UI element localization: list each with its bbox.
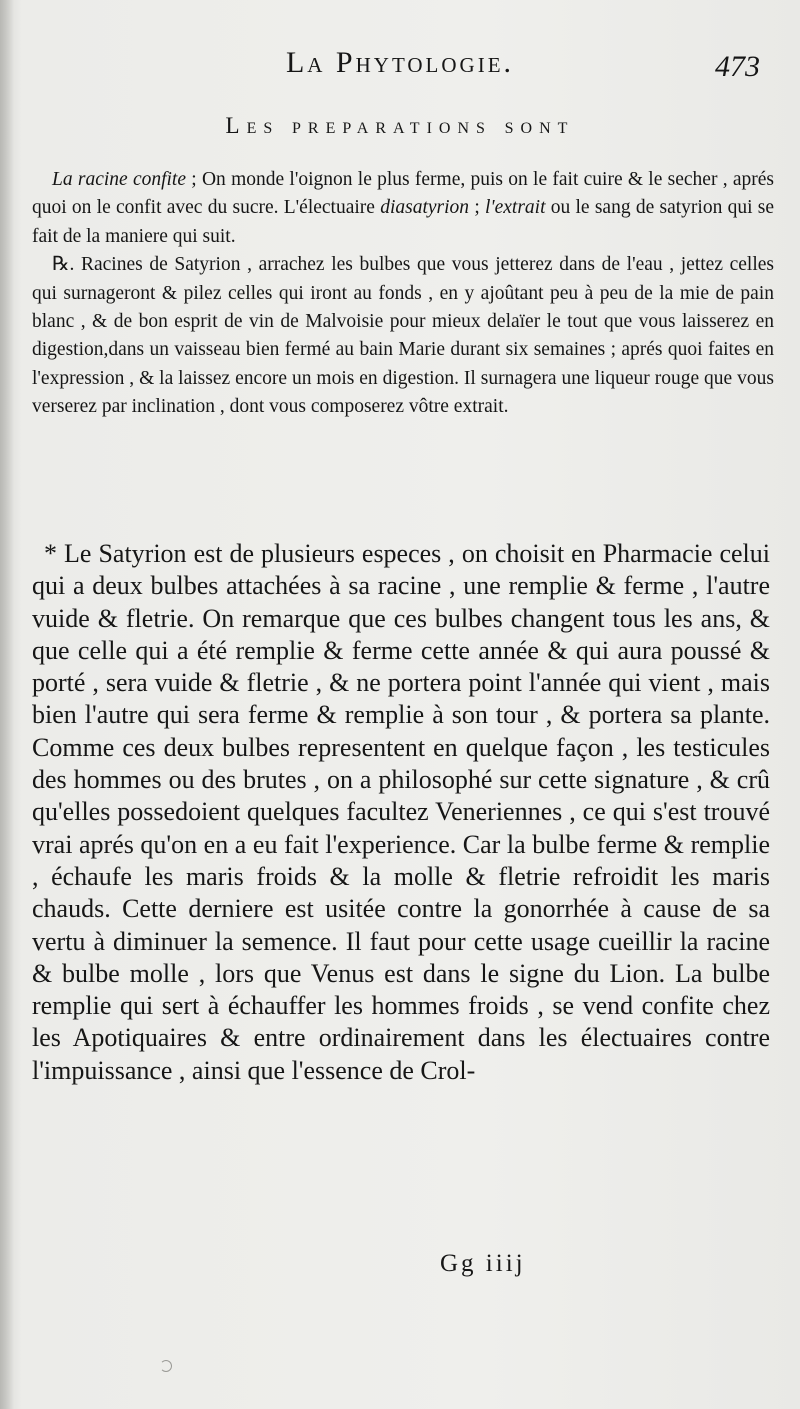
- satyrion-commentary: [32, 538, 770, 1087]
- page-number: 473: [715, 50, 760, 83]
- paragraph-text: ;: [469, 197, 485, 219]
- italic-term: La racine confite: [52, 169, 187, 190]
- paragraph-text: ; On monde l'oignon le plus ferme, puis on le fait cuire & le secher , aprés quoi on le confit avec du sucre. L'électuaire: [32, 169, 774, 219]
- paragraph-text: ou le sang de satyrion qui se fait de la maniere qui suit.: [32, 197, 775, 247]
- confit-paragraph: [32, 166, 774, 251]
- preparations-block: [32, 166, 774, 422]
- running-title: La Phytologie.: [285, 46, 515, 79]
- italic-term: l'extrait: [485, 197, 546, 219]
- commentary-paragraph: * Le Satyrion est de plusieurs especes , on choisit en Pharmacie celui qui a deux bulbes attachées à sa racine , une remplie & ferme , l'autre vuide & fletrie. On remarque que ces bulbes changent tous les ans, & que celle qui a été remplie & ferme cette année & qui aura poussé & porté , sera vuide & fletrie , & ne portera point l'année qui vient , mais bien l'autre qui sera ferme & remplie à son tour , & portera sa plante. Comme ces deux bulbes representent en quelque façon , les testicules des hommes ou des brutes , on a philosophé sur cette signature , & crû qu'elles possedoient quelques facultez Veneriennes , ce qui s'est trouvé vrai aprés qu'on en a eu fait l'experience. Car la bulbe ferme & remplie , échaufe les maris froids & la molle & fletrie refroidit les maris chauds. Cette derniere est usitée contre la gonorrhée à cause de sa vertu à diminuer la semence. Il faut pour cette usage cueillir la racine & bulbe molle , lors que Venus est dans le signe du Lion. La bulbe remplie qui sert à échauffer les hommes froids , se vend confite chez les Apotiquaires & entre ordinairement dans les électuaires contre l'impuissance , ainsi que l'essence de Crol-: [32, 539, 770, 1085]
- signature-mark: Gg iiij: [440, 1250, 526, 1277]
- recipe-paragraph: ℞. Racines de Satyrion , arrachez les bulbes que vous jetterez dans de l'eau , jettez celles qui surnageront & pilez celles qui iront au fonds , en y ajoûtant peu à peu de la mie de pain blanc , & de bon esprit de vin de Malvoisie pour mieux delaïer le tout que vous laisserez en digestion,dans un vaisseau bien fermé au bain Marie durant six semaines ; aprés quoi faites en l'expression , & la laissez encore un mois en digestion. Il surnagera une liqueur rouge que vous verserez par inclination , dont vous composerez vôtre extrait.: [32, 254, 774, 418]
- italic-term: diasatyrion: [380, 197, 470, 219]
- page-header: [30, 46, 770, 94]
- section-heading: Les preparations sont: [225, 113, 575, 138]
- binding-shadow: [0, 0, 14, 1409]
- paper-speck: [160, 1360, 172, 1372]
